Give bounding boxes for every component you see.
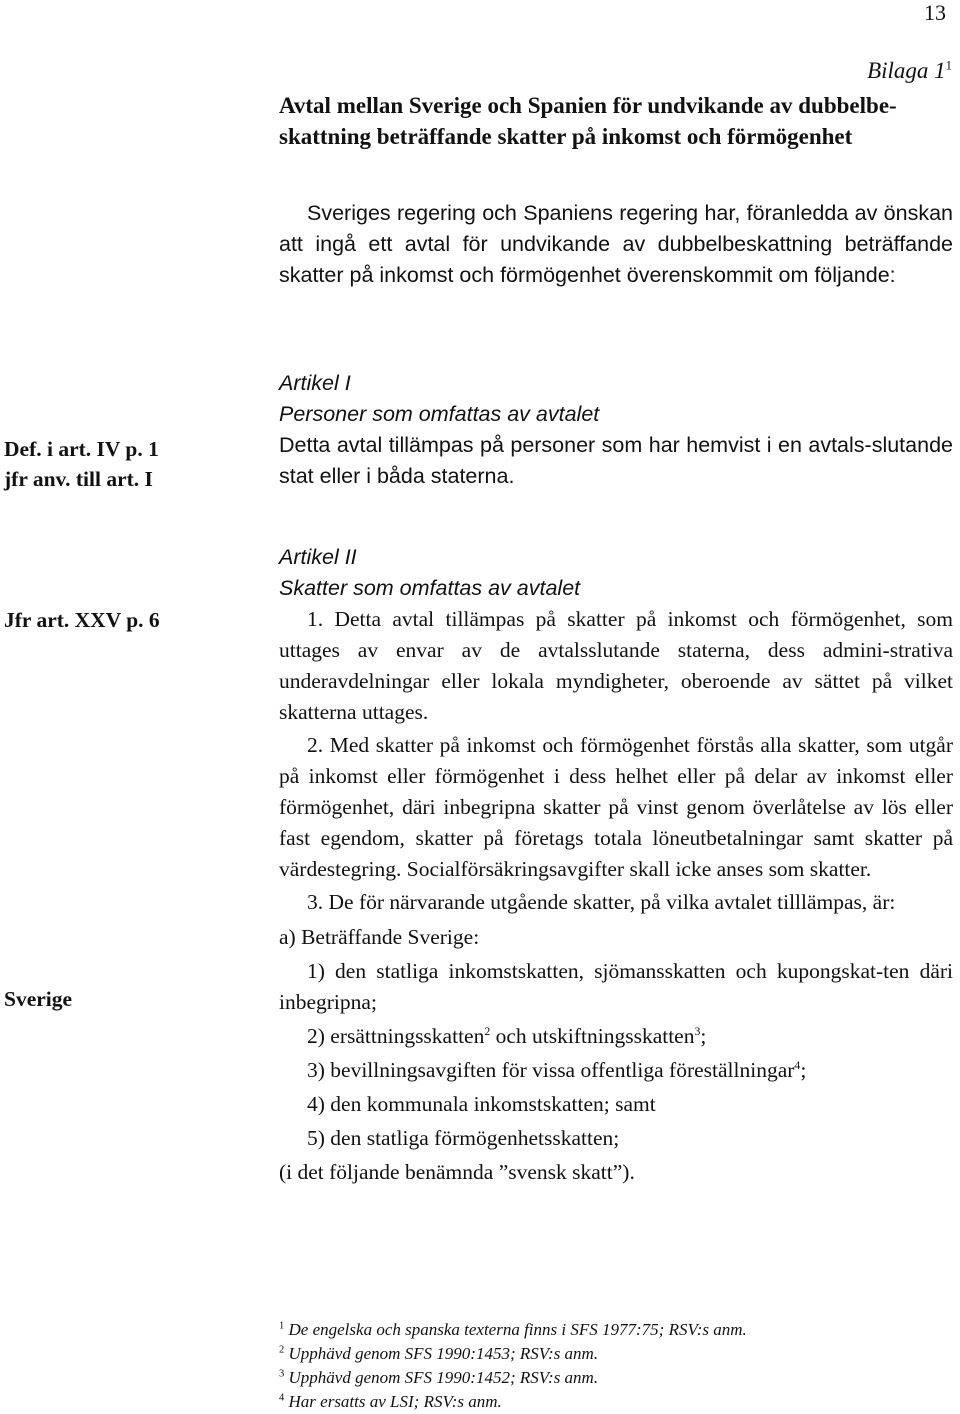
footnote-text: De engelska och spanska texterna finns i SFS 1977:75; RSV:s anm. bbox=[288, 1320, 747, 1339]
margin-note-def bbox=[4, 434, 204, 494]
article-2-body bbox=[279, 604, 953, 1188]
article-1 bbox=[279, 368, 953, 492]
subsection-heading: a) Beträffande Sverige: bbox=[279, 925, 480, 949]
list-item-text: ; bbox=[800, 1058, 807, 1082]
footnotes bbox=[279, 1318, 747, 1414]
list-item: 4) den kommunala inkomstskatten; samt bbox=[307, 1092, 656, 1116]
preamble-text: Sveriges regering och Spaniens regering har, föranledda av önskan att ingå ett avtal för undvikande av dubbelbeskattning beträffande skatter på inkomst och förmögenhet överenskommit om följande: bbox=[279, 201, 953, 287]
article-2-heading bbox=[279, 542, 953, 604]
footnote-ref[interactable]: 1 bbox=[945, 58, 952, 73]
footnote-number: 4 bbox=[279, 1392, 285, 1404]
appendix-label-text: Bilaga 1 bbox=[867, 58, 946, 83]
appendix-label bbox=[867, 58, 952, 84]
list-item-text: och utskiftningsskatten bbox=[490, 1024, 695, 1048]
list-item-text: 3) bevillningsavgiften för vissa offentliga föreställningar bbox=[307, 1058, 795, 1082]
closing-text: (i det följande benämnda ”svensk skatt”). bbox=[279, 1160, 635, 1184]
footnote-text: Upphävd genom SFS 1990:1452; RSV:s anm. bbox=[288, 1368, 599, 1387]
footnote-ref[interactable]: 2 bbox=[484, 1023, 491, 1038]
paragraph: 1. Detta avtal tillämpas på skatter på inkomst och förmögenhet, som uttages av envar av de avtalsslutande staterna, dess admini-strativa underavdelningar eller lokala myndigheter, oberoende av sättet på vilket skatterna uttages. bbox=[279, 607, 953, 724]
article-heading: Artikel I bbox=[279, 371, 351, 395]
footnote-ref[interactable]: 3 bbox=[694, 1023, 701, 1038]
margin-note-jfr: Jfr art. XXV p. 6 bbox=[4, 608, 160, 632]
list-item: 1) den statliga inkomstskatten, sjömansskatten och kupongskat-ten däri inbegripna; bbox=[279, 959, 953, 1014]
list-item: 5) den statliga förmögenhetsskatten; bbox=[307, 1126, 620, 1150]
footnote-number: 1 bbox=[279, 1320, 285, 1332]
list-item-text: ; bbox=[700, 1024, 707, 1048]
footnote bbox=[279, 1318, 747, 1342]
list-item bbox=[279, 1021, 953, 1052]
margin-note-sverige: Sverige bbox=[4, 987, 73, 1011]
footnote-text: Har ersatts av LSI; RSV:s anm. bbox=[288, 1392, 502, 1411]
article-subheading: Personer som omfattas av avtalet bbox=[279, 402, 600, 426]
footnote bbox=[279, 1366, 747, 1390]
footnote bbox=[279, 1342, 747, 1366]
footnote bbox=[279, 1390, 747, 1414]
paragraph: 3. De för närvarande utgående skatter, på vilka avtalet tilllämpas, är: bbox=[307, 890, 896, 914]
title-line: skattning beträffande skatter på inkomst och förmögenhet bbox=[279, 124, 853, 149]
article-text: Detta avtal tillämpas på personer som har hemvist i en avtals-slutande stat eller i båda staterna. bbox=[279, 433, 953, 488]
footnote-text: Upphävd genom SFS 1990:1453; RSV:s anm. bbox=[288, 1344, 599, 1363]
margin-note-line: jfr anv. till art. I bbox=[4, 467, 153, 491]
title-line: Avtal mellan Sverige och Spanien för undvikande av dubbelbe- bbox=[279, 93, 897, 118]
paragraph: 2. Med skatter på inkomst och förmögenhet förstås alla skatter, som utgår på inkomst eller förmögenhet i dess helhet eller på delar av inkomst eller förmögenhet, däri inbegripna skatter på vinst genom överlåtelse av lös eller fast egendom, skatter på företags totala löneutbetalningar samt skatter på värdestegring. Socialförsäkringsavgifter skall icke anses som skatter. bbox=[279, 733, 953, 881]
list-item-text: 2) ersättningsskatten bbox=[307, 1024, 485, 1048]
margin-note-line: Def. i art. IV p. 1 bbox=[4, 437, 159, 461]
article-subheading: Skatter som omfattas av avtalet bbox=[279, 576, 581, 600]
footnote-ref[interactable]: 4 bbox=[794, 1057, 801, 1072]
document-title bbox=[279, 90, 949, 152]
preamble bbox=[279, 198, 953, 291]
footnote-number: 3 bbox=[279, 1368, 285, 1380]
list-item bbox=[279, 1055, 953, 1086]
footnote-number: 2 bbox=[279, 1344, 285, 1356]
article-heading: Artikel II bbox=[279, 545, 357, 569]
page-number: 13 bbox=[924, 0, 946, 25]
